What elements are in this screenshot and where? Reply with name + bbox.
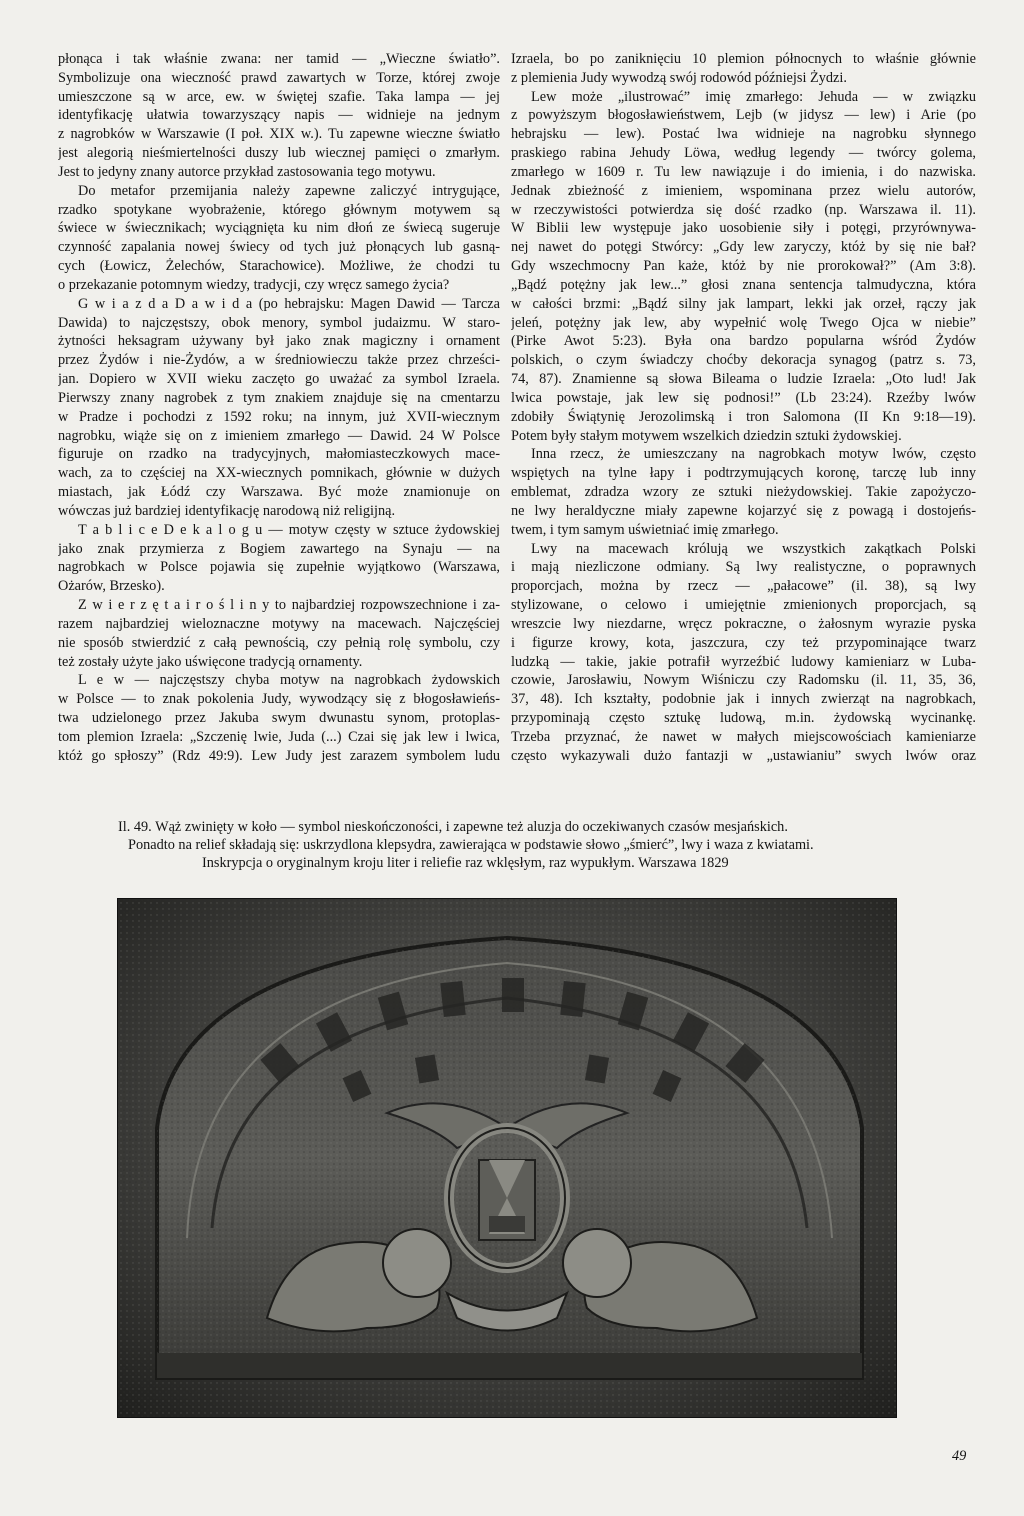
text-line: nej nawet do potęgi Stwórcy: „Gdy lew zaryczy, któż by się nie bał? [511, 239, 976, 256]
text-line: (Pirke Awot 5:23). Była ona bardzo popularna wśród Żydów [511, 333, 976, 350]
text-line: o przekazanie potomnym wiedzy, tradycji, czy wręcz samego życia? [58, 276, 450, 293]
text-line: świece w świecznikach; wyciągnięta ku nim dłoń ze świecą sugeruje [58, 220, 500, 237]
text-line: Gdy wszechmocny Pan każe, któż by nie prorokował?” (Am 3:8). [511, 258, 976, 275]
text-line: wspiętych na tylne łapy i podtrzymujących koronę, tarczę lub inny [511, 465, 976, 482]
text-line: w Pradze i pochodzi z 1592 roku; na innym, już XVII-wiecznym [58, 408, 500, 425]
text-line: przez Żydów i nie-Żydów, a w średniowieczu także przez chrześci- [58, 352, 500, 369]
text-line: w Polsce — to znak pokolenia Judy, wywodzący się z błogosławieńs- [58, 691, 500, 708]
text-line: Symbolizuje ona wieczność prawd zawartych w Torze, której zwoje [58, 69, 500, 86]
text-line: zmarłego w 1609 r. Tu lew nawiązuje i do imienia, i do nazwiska. [511, 163, 976, 180]
text-line: jan. Dopiero w XVII wieku zaczęto go uważać za symbol Izraela. [58, 371, 500, 388]
text-line: Trzeba przyznać, że nawet w małych miejscowościach kamieniarze [511, 728, 976, 745]
text-line: nie sposób stwierdzić z całą pewnością, czy pełnią rolę symbolu, czy [58, 634, 500, 651]
text-line: Inna rzecz, że umieszczany na nagrobkach motyw lwów, często [531, 446, 976, 463]
text-line: płonąca i tak właśnie zwana: ner tamid — „Wieczne światło”. [58, 51, 500, 67]
gravestone-photo [117, 898, 897, 1418]
text-line: L e w — najczęstszy chyba motyw na nagrobkach żydowskich [78, 672, 500, 689]
text-line: czynność zapalania nowej świecy od tych już płonących lub gasną- [58, 239, 500, 256]
right-text-column [511, 50, 976, 765]
text-line: ne lwy heraldyczne miały zapewne kojarzyć się z powagą i dostojeńs- [511, 502, 976, 519]
text-line: miastach, jak Łódź czy Warszawa. Być może znamionuje on [58, 484, 500, 501]
text-line: hebrajsku — lew). Postać lwa widnieje na nagrobku słynnego [511, 126, 976, 143]
figure-caption-line-2: Ponadto na relief składają się: uskrzydlona klepsydra, zawierająca w podstawie słowo „śmierć”, lwy i waza z kwiatami. [128, 837, 814, 853]
text-line: 37, 48). Ich kształty, podobnie jak i innych zwierząt na nagrobkach, [511, 691, 976, 708]
text-line: i figurze krowy, kota, jaszczura, czy też przypominające twarz [511, 634, 976, 651]
text-line: zdobiły Świątynię Jerozolimską i tron Salomona (II Kn 9:18—19). [511, 408, 976, 425]
text-line: w całości brzmi: „Bądź silny jak lampart, lekki jak orzeł, rączy jak [511, 295, 976, 312]
text-line: z powyższym błogosławieństwem, Lejb (w jidysz — lew) i Arie (po [511, 107, 976, 124]
text-line: lwica powstaje, jak lew się podnosi!” (Lb 23:24). Rzeźby lwów [511, 389, 976, 406]
text-line: Pierwszy znany nagrobek z tym znakiem znajduje się na cmentarzu [58, 389, 500, 406]
figure-caption-line-1: Il. 49. Wąż zwinięty w koło — symbol nieskończoności, i zapewne też aluzja do oczekiwanych czasów mesjańskich. [118, 819, 788, 835]
text-line: któż go spłoszy” (Rdz 49:9). Lew Judy jest zarazem symbolem ludu [58, 747, 500, 764]
text-line: wówczas już bardziej identyfikację narodową niż religijną. [58, 502, 396, 519]
text-line: polskich, o czym świadczy choćby dekoracja synagog (patrz s. 73, [511, 352, 976, 369]
text-line: 74, 87). Znamienne są słowa Bileama o ludzie Izraela: „Oto lud! Jak [511, 371, 976, 388]
text-line: Lwy na macewach królują we wszystkich zakątkach Polski [531, 540, 976, 557]
text-line: Dawida) to najczęstszy, obok menory, symbol judaizmu. W staro- [58, 314, 500, 331]
text-line: emblemat, zdradza wzory ze sztuki nieżydowskiej. Takie zapożyczo- [511, 484, 976, 501]
text-line: z plemienia Judy wywodzą swój rodowód późniejsi Żydzi. [511, 69, 847, 86]
text-line: czowie, Jarosławiu, Nowym Wiśniczu czy Radomsku (il. 11, 35, 36, [511, 672, 976, 689]
text-line: Jednak zbieżność z imieniem, wspominana przez wielu autorów, [511, 182, 976, 199]
text-line: jeleń, potężny jak lew, aby wypełnić wolę Twego Ojca w niebie” [511, 314, 976, 331]
text-line: stylizowane, o celowo i umiejętnie zmienionych proporcjach, są [511, 597, 976, 614]
text-line: twa udzielonego przez Jakuba swym dwunastu synom, protoplas- [58, 709, 500, 726]
text-line: jest alegorią nieśmiertelności duszy lub wiecznej pamięci o zmarłym. [58, 145, 500, 162]
text-line: proporcjach, można by rzecz — „pałacowe” (il. 38), są lwy [511, 578, 976, 595]
text-line: figuruje on rzadko na tradycyjnych, małomiasteczkowych mace- [58, 446, 500, 463]
text-line: często wykazywali dużo fantazji w „ustawianiu” swych lwów oraz [511, 747, 976, 764]
text-line: ludzką — takie, jakie potrafił wyrzeźbić ludowy kamieniarz w Luba- [511, 653, 976, 670]
text-line: jako znak przymierza z Bogiem zawartego na Synaju — na [58, 540, 500, 557]
left-text-column [58, 50, 500, 765]
text-line: Lew może „ilustrować” imię zmarłego: Jehuda — w związku [531, 88, 976, 105]
text-line: T a b l i c e D e k a l o g u — motyw częsty w sztuce żydowskiej [78, 521, 500, 538]
text-line: wreszcie lwy niezdarne, wręcz pokraczne, o żałosnym wyrazie pyska [511, 615, 976, 632]
text-line: twem, i tym samym uświetniać imię zmarłego. [511, 521, 779, 538]
text-line: razem najbardziej wieloznaczne motywy na macewach. Najczęściej [58, 615, 500, 632]
text-line: Jest to jedyny znany autorce przykład zastosowania tego motywu. [58, 163, 436, 180]
text-line: w rzeczywistości potwierdza się dość rzadko (np. Warszawa il. 11). [511, 201, 976, 218]
text-line: Z w i e r z ę t a i r o ś l i n y to najbardziej rozpowszechnione i za- [78, 597, 500, 614]
text-line: wach, za to częściej na XX-wiecznych pomnikach, głównie w dużych [58, 465, 500, 482]
text-line: identyfikację ułatwia towarzyszący napis — widnieje na jednym [58, 107, 500, 124]
figure-caption-line-3: Inskrypcja o oryginalnym kroju liter i reliefie raz wklęsłym, raz wypukłym. Warszawa 1829 [202, 855, 729, 871]
text-line: tom plemion Izraela: „Szczenię lwie, Juda (...) Czai się jak lew i lwica, [58, 728, 500, 745]
text-line: rzadko spotykane wyobrażenie, którego głównym motywem są [58, 201, 500, 218]
text-line: przypominają często sztukę ludową, m.in. żydowską wycinankę. [511, 709, 976, 726]
page-number: 49 [952, 1448, 967, 1464]
text-line: praskiego rabina Jehudy Löwa, według legendy — twórcy golema, [511, 145, 976, 162]
text-line: Izraela, bo po zaniknięciu 10 plemion północnych to właśnie głównie [511, 51, 976, 67]
text-line: W Biblii lew występuje jako uosobienie siły i potęgi, przyrównywa- [511, 220, 976, 237]
text-line: „Bądź potężny jak lew...” głosi znana sentencja talmudyczna, która [511, 276, 976, 293]
text-line: nagrobkach w Polsce pojawia się zupełnie wyjątkowo (Warszawa, [58, 559, 500, 576]
text-line: Ożarów, Brzesko). [58, 578, 165, 595]
text-line: i mają niezliczone odmiany. Są lwy realistyczne, o poprawnych [511, 559, 976, 576]
text-line: też zostały użyte jako uświęcone tradycją ornamenty. [58, 653, 363, 670]
text-line: Do metafor przemijania należy zapewne zaliczyć intrygujące, [78, 182, 500, 199]
text-line: z nagrobków w Warszawie (I poł. XIX w.). Tu zapewne wieczne światło [58, 126, 500, 143]
text-line: nagrobku, wiąże się on z imieniem zmarłego — Dawid. 24 W Polsce [58, 427, 500, 444]
text-line: Potem były stałym motywem wszelkich dziedzin sztuki żydowskiej. [511, 427, 902, 444]
text-line: umieszczone są w arce, ew. w świętej szafie. Taka lampa — jej [58, 88, 500, 105]
text-line: cych (Łowicz, Żelechów, Starachowice). Możliwe, że chodzi tu [58, 258, 500, 275]
text-line: żytności heksagram używany był jako znak magiczny i ornament [58, 333, 500, 350]
text-line: G w i a z d a D a w i d a (po hebrajsku: Magen Dawid — Tarcza [78, 295, 500, 312]
